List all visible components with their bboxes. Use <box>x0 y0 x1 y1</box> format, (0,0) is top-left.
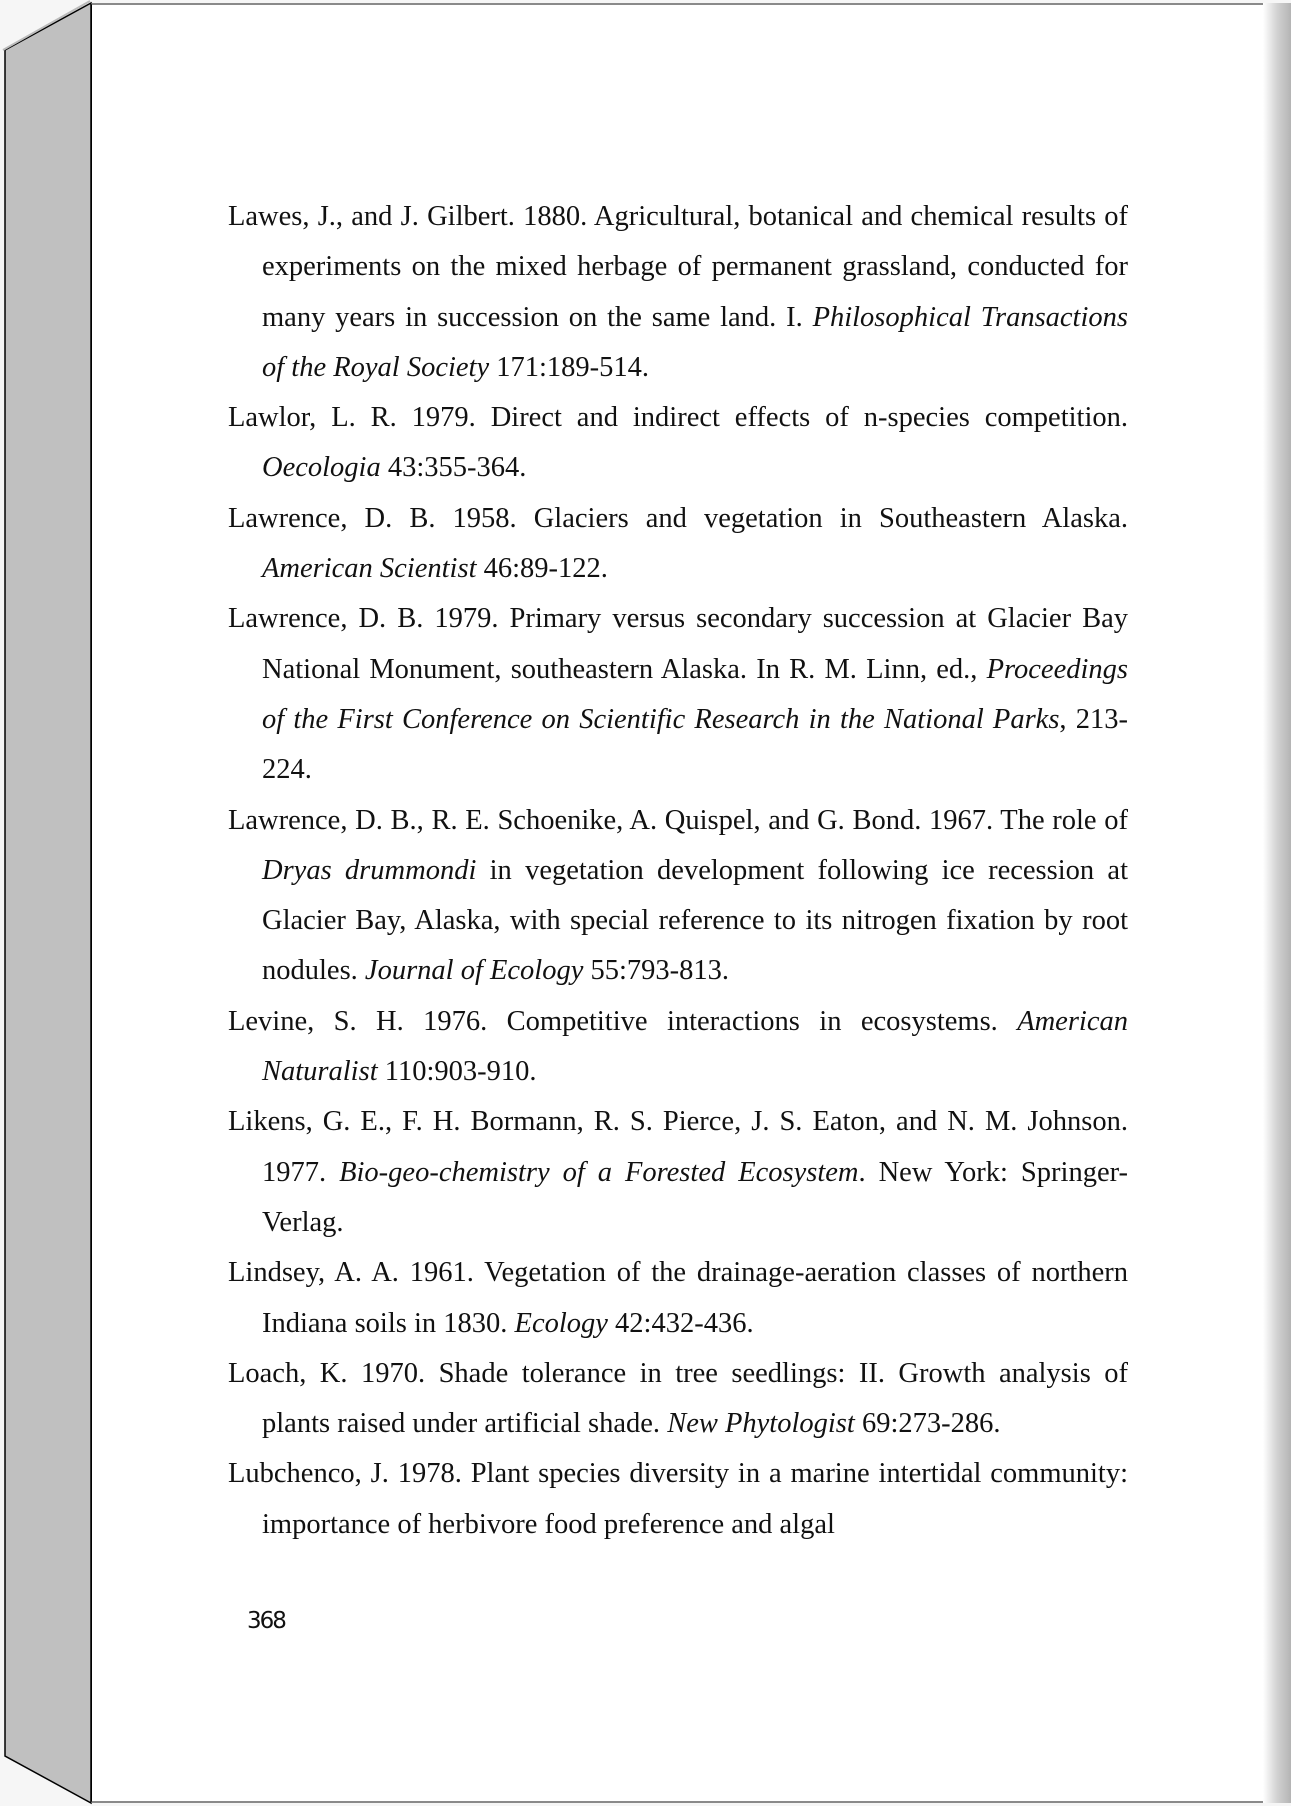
reference-text: Lubchenco, J. 1978. Plant species diversity in a marine intertidal community: importance of herbivore food preference and algal <box>228 1458 1128 1540</box>
reference-title-italic: Proceedings of the First Conference on Scientific Research in the National Parks <box>262 653 1128 735</box>
reference-entry <box>228 1248 1128 1349</box>
reference-text: 42:432-436. <box>607 1307 754 1339</box>
reference-text: Likens, G. E., F. H. Bormann, R. S. Pierce, J. S. Eaton, and N. M. Johnson. 1977. <box>228 1106 1128 1188</box>
reference-text: 69:273-286. <box>854 1408 1001 1440</box>
reference-title-italic: Oecologia <box>262 452 381 484</box>
reference-title-italic: Journal of Ecology <box>364 955 584 987</box>
reference-text: Loach, K. 1970. Shade tolerance in tree seedlings: II. Growth analysis of plants raised under artificial shade. <box>228 1357 1128 1440</box>
reference-text: Lawrence, D. B. 1958. Glaciers and vegetation in Southeastern Alaska. <box>228 502 1128 534</box>
reference-entry <box>228 997 1128 1098</box>
reference-text: Lawrence, D. B., R. E. Schoenike, A. Quispel, and G. Bond. 1967. The role of <box>228 804 1128 836</box>
reference-entry <box>228 594 1128 795</box>
reference-text: Levine, S. H. 1976. Competitive interactions in ecosystems. <box>228 1005 1018 1037</box>
reference-title-italic: Ecology <box>514 1307 608 1339</box>
reference-text: 171:189-514. <box>489 351 650 383</box>
reference-text: 43:355-364. <box>380 452 527 484</box>
book-spine <box>0 0 100 1806</box>
reference-title-italic: Dryas drummondi <box>262 854 477 886</box>
reference-text: Lawlor, L. R. 1979. Direct and indirect effects of n-species competition. <box>228 402 1128 434</box>
reference-text: . New York: Springer-Verlag. <box>262 1156 1129 1238</box>
reference-title-italic: Philosophical Transactions of the Royal Society <box>262 301 1128 383</box>
reference-text: 110:903-910. <box>377 1056 537 1088</box>
reference-entry <box>228 796 1128 997</box>
reference-entry <box>228 1097 1128 1248</box>
reference-text: 55:793-813. <box>583 955 730 987</box>
reference-title-italic: American Naturalist <box>262 1005 1128 1088</box>
reference-text: , 213-224. <box>262 703 1128 786</box>
reference-title-italic: New Phytologist <box>667 1408 855 1440</box>
page-number: 368 <box>247 1608 285 1634</box>
reference-title-italic: Bio-geo-chemistry of a Forested Ecosystem <box>339 1156 859 1188</box>
reference-entry <box>228 1349 1128 1450</box>
reference-title-italic: American Scientist <box>262 553 477 585</box>
reference-entry <box>228 494 1128 595</box>
page-edge-shadow <box>1263 3 1291 1803</box>
reference-entry <box>228 1449 1128 1550</box>
reference-text: Lawes, J., and J. Gilbert. 1880. Agricultural, botanical and chemical results of experiments on the mixed herbage of permanent grassland, conducted for many years in succession on the same land. I. <box>228 201 1128 333</box>
reference-list <box>228 192 1128 1550</box>
reference-entry <box>228 393 1128 494</box>
reference-text: in vegetation development following ice recession at Glacier Bay, Alaska, with special reference to its nitrogen fixation by root nodules. <box>262 854 1128 987</box>
reference-text: Lindsey, A. A. 1961. Vegetation of the drainage-aeration classes of northern Indiana soils in 1830. <box>228 1257 1128 1339</box>
reference-text: Lawrence, D. B. 1979. Primary versus secondary succession at Glacier Bay National Monument, southeastern Alaska. In R. M. Linn, ed., <box>228 603 1128 685</box>
reference-entry <box>228 192 1128 393</box>
reference-text: 46:89-122. <box>476 553 608 585</box>
